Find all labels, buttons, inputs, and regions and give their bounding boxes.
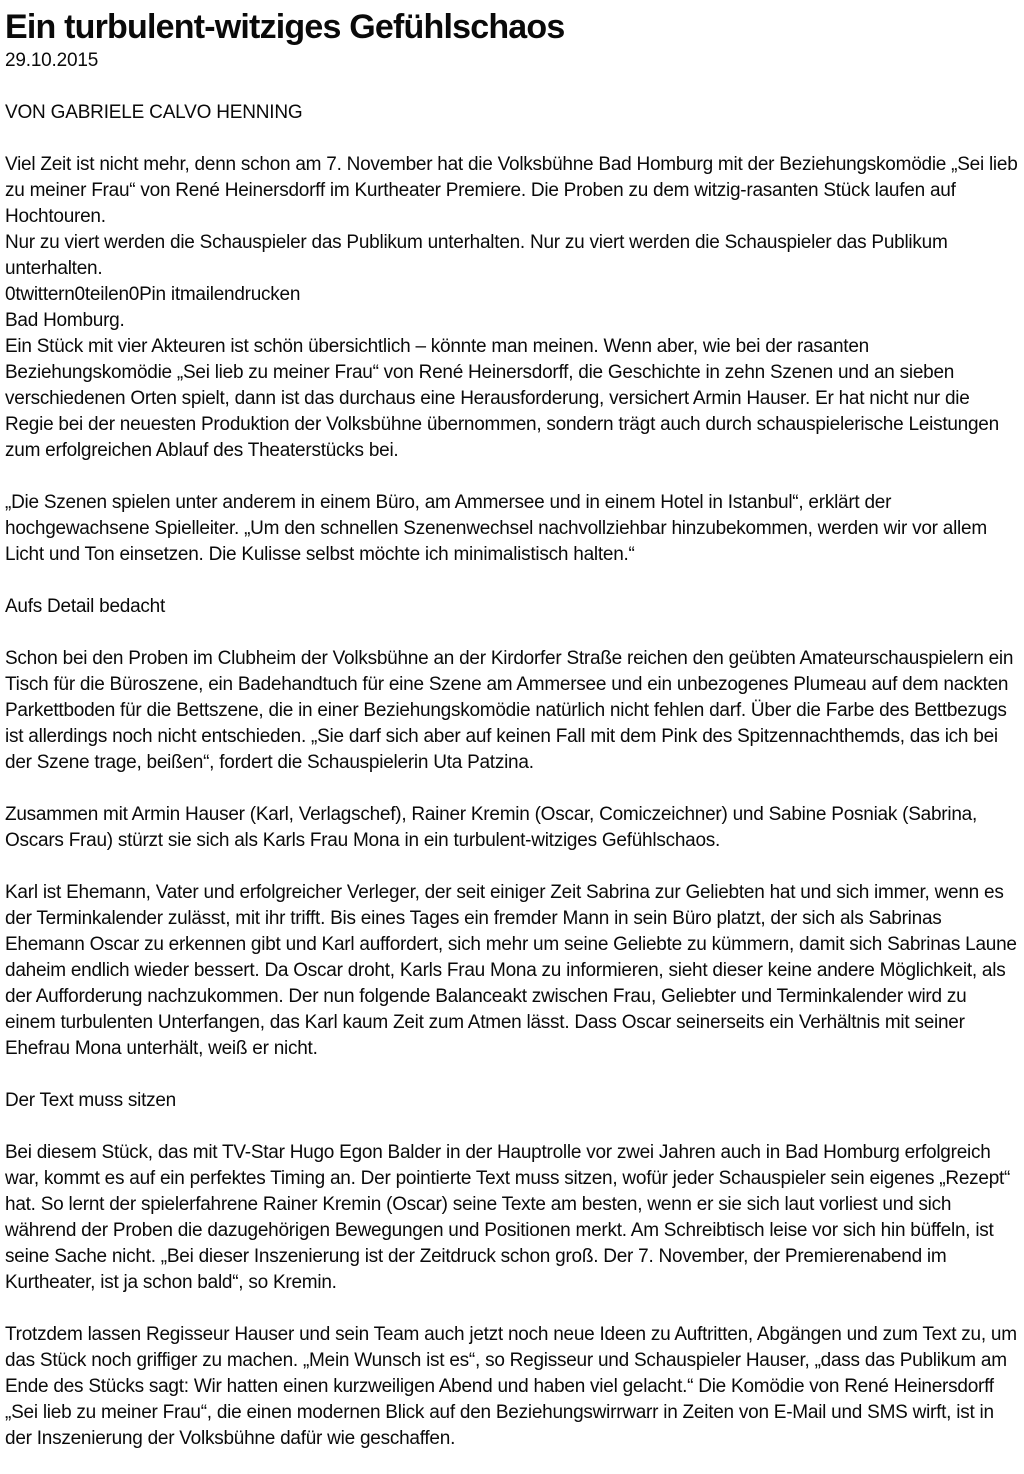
paragraph: Karl ist Ehemann, Vater und erfolgreicher Verleger, der seit einiger Zeit Sabrina zur Geliebten hat und sich immer, wenn es der Terminkalender zulässt, mit ihr trifft. Bis eines Tages ein fremder Mann in sein Büro platzt, der sich als Sabrinas Ehemann Oscar zu erkennen gibt und Karl auffordert, sich mehr um seine Geliebte zu kümmern, damit sich Sabrinas Laune daheim endlich wieder bessert. Da Oscar droht, Karls Frau Mona zu informieren, sieht dieser keine andere Möglichkeit, als der Aufforderung nachzukommen. Der nun folgende Balanceakt zwischen Frau, Geliebter und Terminkalender wird zu einem turbulenten Unterfangen, das Karl kaum Zeit zum Atmen lässt. Dass Oscar seinerseits ein Verhältnis mit seiner Ehefrau Mona unterhält, weiß er nicht. — [5, 882, 1017, 1059]
article-date: 29.10.2015 — [5, 50, 99, 71]
paragraph: Bei diesem Stück, das mit TV-Star Hugo Egon Balder in der Hauptrolle vor zwei Jahren auch in Bad Homburg erfolgreich war, kommt es auf ein perfektes Timing an. Der pointierte Text muss sitzen, wofür jeder Schauspieler sein eigenes „Rezept“ hat. So lernt der spielerfahrene Rainer Kremin (Oscar) seine Texte am besten, wenn er sie sich laut vorliest und sich während der Proben die dazugehörigen Bewegungen und Positionen merkt. Am Schreibtisch leise vor sich hin büffeln, ist seine Sache nicht. „Bei dieser Inszenierung ist der Zeitdruck schon groß. Der 7. November, der Premierenabend im Kurtheater, ist ja schon bald“, so Kremin. — [5, 1142, 1011, 1293]
article-body — [5, 152, 1018, 1452]
paragraph: Schon bei den Proben im Clubheim der Volksbühne an der Kirdorfer Straße reichen den geübten Amateurschauspielern ein Tisch für die Büroszene, ein Badehandtuch für eine Szene am Ammersee und ein unbezogenes Plumeau auf dem nackten Parkettboden für die Bettszene, die in einer Beziehungskomödie natürlich nicht fehlen darf. Über die Farbe des Bettbezugs ist allerdings noch nicht entschieden. „Sie darf sich aber auf keinen Fall mit dem Pink des Spitzennachthemds, das ich bei der Szene trage, beißen“, fordert die Schauspielerin Uta Patzina. — [5, 648, 1014, 773]
article-title: Ein turbulent-witziges Gefühlschaos — [5, 8, 565, 46]
paragraph: Ein Stück mit vier Akteuren ist schön übersichtlich – könnte man meinen. Wenn aber, wie bei der rasanten Beziehungskomödie „Sei lieb zu meiner Frau“ von René Heinersdorff, die Geschichte in zehn Szenen und an sieben verschiedenen Orten spielt, dann ist das durchaus eine Herausforderung, versichert Armin Hauser. Er hat nicht nur die Regie bei der neuesten Produktion der Volksbühne übernommen, sondern trägt auch durch schauspielerische Leistungen zum erfolgreichen Ablauf des Theaterstücks bei. — [5, 336, 999, 461]
paragraph: „Die Szenen spielen unter anderem in einem Büro, am Ammersee und in einem Hotel in Istanbul“, erklärt der hochgewachsene Spielleiter. „Um den schnellen Szenenwechsel nachvollziehbar hinzubekommen, werden wir vor allem Licht und Ton einsetzen. Die Kulisse selbst möchte ich minimalistisch halten.“ — [5, 492, 987, 565]
article-byline: VON GABRIELE CALVO HENNING — [5, 102, 303, 123]
subhead: Der Text muss sitzen — [5, 1090, 176, 1111]
lead-paragraph: Nur zu viert werden die Schauspieler das Publikum unterhalten. Nur zu viert werden die Schauspieler das Publikum unterhalten. — [5, 232, 948, 279]
paragraph: Trotzdem lassen Regisseur Hauser und sein Team auch jetzt noch neue Ideen zu Auftritten, Abgängen und zum Text zu, um das Stück noch griffiger zu machen. „Mein Wunsch ist es“, so Regisseur und Schauspieler Hauser, „dass das Publikum am Ende des Stücks sagt: Wir hatten einen kurzweiligen Abend und haben viel gelacht.“ Die Komödie von René Heinersdorff „Sei lieb zu meiner Frau“, die einen modernen Blick auf den Beziehungswirrwarr in Zeiten von E-Mail und SMS wirft, ist in der Inszenierung der Volksbühne dafür wie geschaffen. — [5, 1324, 1017, 1449]
share-bar-text: 0twittern0teilen0Pin itmailendrucken — [5, 284, 301, 305]
lead-paragraph: Viel Zeit ist nicht mehr, denn schon am 7. November hat die Volksbühne Bad Homburg mit der Beziehungskomödie „Sei lieb zu meiner Frau“ von René Heinersdorff im Kurtheater Premiere. Die Proben zu dem witzig-rasanten Stück laufen auf Hochtouren. — [5, 154, 1018, 227]
dateline: Bad Homburg. — [5, 310, 125, 331]
subhead: Aufs Detail bedacht — [5, 596, 166, 617]
paragraph: Zusammen mit Armin Hauser (Karl, Verlagschef), Rainer Kremin (Oscar, Comiczeichner) und Sabine Posniak (Sabrina, Oscars Frau) stürzt sie sich als Karls Frau Mona in ein turbulent-witziges Gefühlschaos. — [5, 804, 977, 851]
